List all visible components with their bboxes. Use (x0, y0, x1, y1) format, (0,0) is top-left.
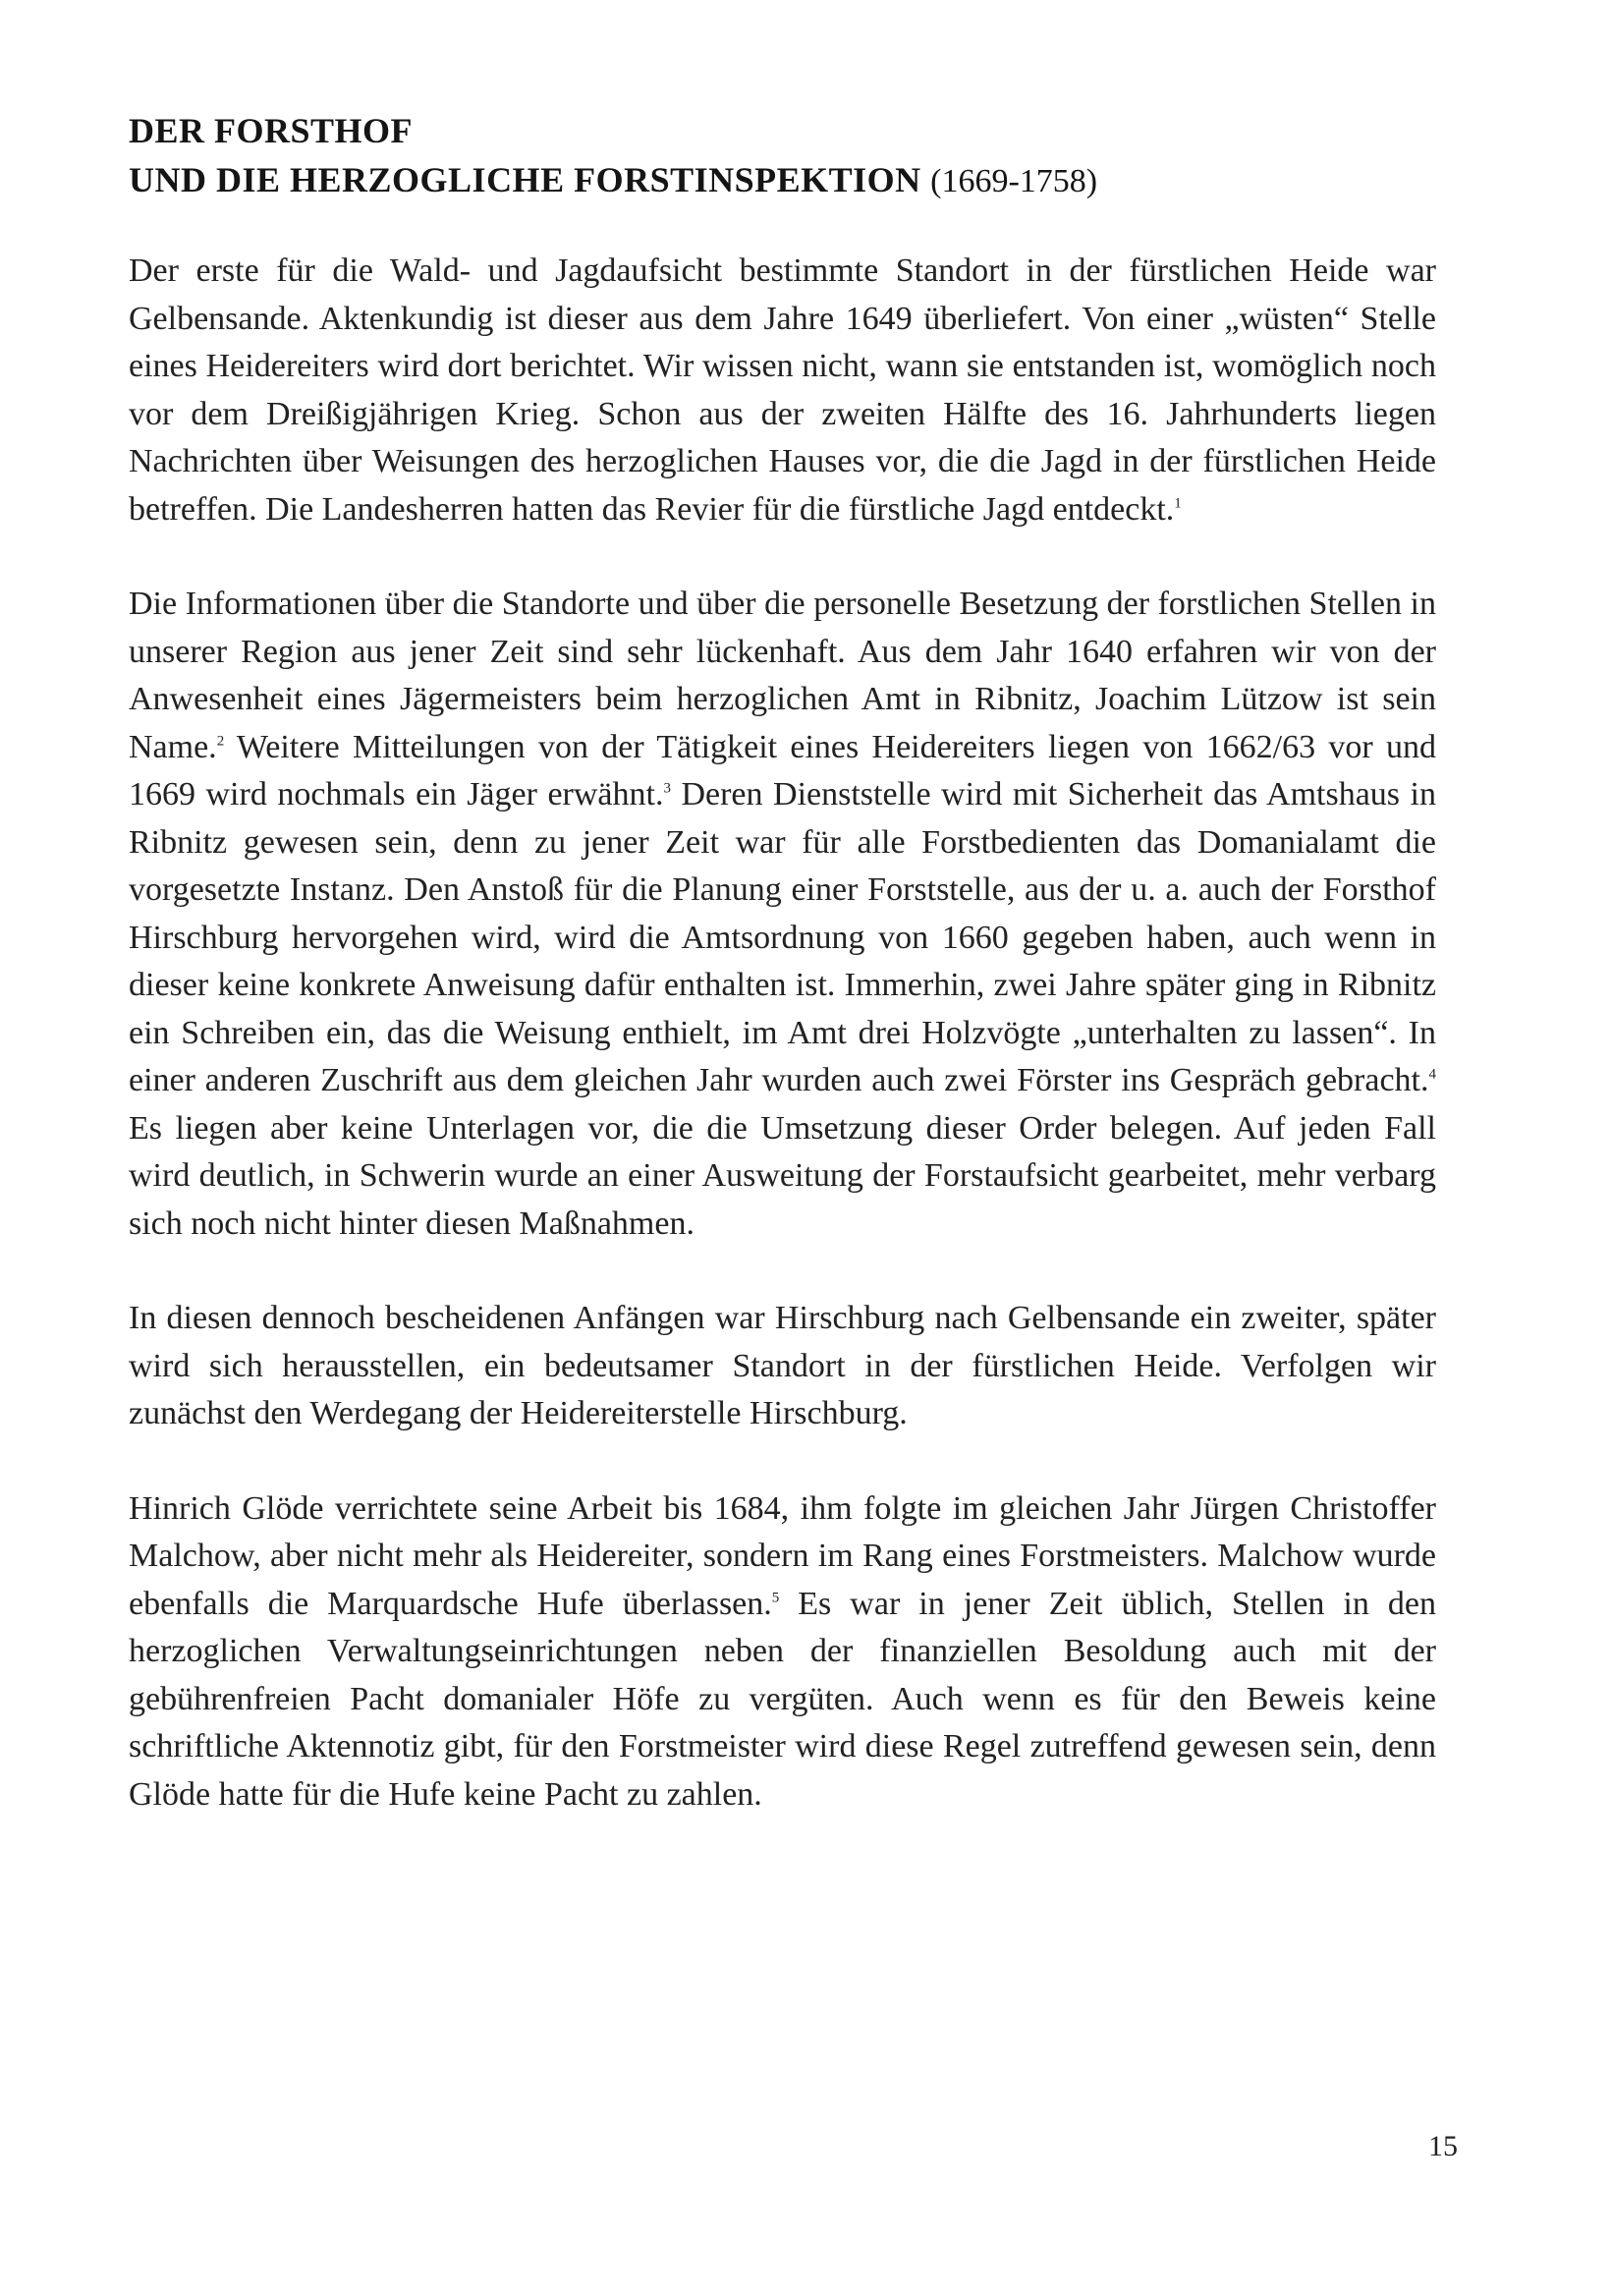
paragraph-text: Weitere Mitteilungen von der Tätigkeit eines Heidereiters liegen von 1662/63 vor und 1669 wird nochmals ein Jäger erwähnt. (129, 728, 1436, 812)
paragraph-text: Der erste für die Wald- und Jagdaufsicht bestimmte Standort in der fürstlichen Heide war Gelbensande. Aktenkundig ist dieser aus dem Jahre 1649 überliefert. Von einer „wüsten“ Stelle eines Heidereiters wird dort berichtet. Wir wissen nicht, wann sie entstanden ist, womöglich noch vor dem Dreißigjährigen Krieg. Schon aus der zweiten Hälfte des 16. Jahrhunderts liegen Nachrichten über Weisungen des herzoglichen Hauses vor, die die Jagd in der fürstlichen Heide betreffen. Die Landesherren hatten das Revier für die fürstliche Jagd entdeckt. (129, 252, 1436, 528)
paragraph-2 (129, 581, 1436, 1248)
paragraph-text: In diesen dennoch bescheidenen Anfängen war Hirschburg nach Gelbensande ein zweiter, später wird sich herausstellen, ein bedeutsamer Standort in der fürstlichen Heide. Verfolgen wir zunächst den Werdegang der Heidereiterstelle Hirschburg. (129, 1300, 1436, 1431)
paragraph-text: Es liegen aber keine Unterlagen vor, die die Umsetzung dieser Order belegen. Auf jeden Fall wird deutlich, in Schwerin wurde an einer Ausweitung der Forstaufsicht gearbeitet, mehr verbarg sich noch nicht hinter diesen Maßnahmen. (129, 1109, 1436, 1242)
paragraph-1 (129, 248, 1436, 533)
heading-line-2 (129, 155, 1445, 206)
heading-line-1: DER FORSTHOF (129, 111, 414, 150)
heading-dates: (1669-1758) (930, 163, 1098, 199)
paragraph-text: Deren Dienststelle wird mit Sicherheit das Amtshaus in Ribnitz gewesen sein, denn zu jener Zeit war für alle Forstbedienten das Domanialamt die vorgesetzte Instanz. Den Anstoß für die Planung einer Forststelle, aus der u. a. auch der Forsthof Hirschburg hervorgehen wird, wird die Amtsordnung von 1660 gegeben haben, auch wenn in dieser keine konkrete Anweisung dafür enthalten ist. Immerhin, zwei Jahre später ging in Ribnitz ein Schreiben ein, das die Weisung enthielt, im Amt drei Holzvögte „unterhalten zu lassen“. In einer anderen Zuschrift aus dem gleichen Jahr wurden auch zwei Förster ins Gespräch gebracht. (129, 776, 1436, 1098)
footnote-marker: 3 (663, 780, 671, 797)
footnote-marker: 5 (771, 1590, 780, 1606)
heading-line-2-text: UND DIE HERZOGLICHE FORSTINSPEKTION (129, 160, 921, 199)
paragraph-text: Die Informationen über die Standorte und über die personelle Besetzung der forstlichen Stellen in unserer Region aus jener Zeit sind sehr lückenhaft. Aus dem Jahr 1640 erfahren wir von der Anwesenheit eines Jägermeisters beim herzoglichen Amt in Ribnitz, Joachim Lützow ist sein Name. (129, 586, 1436, 765)
footnote-marker: 4 (1428, 1066, 1436, 1083)
paragraph-3 (129, 1295, 1436, 1438)
footnote-marker: 1 (1174, 495, 1182, 512)
footnote-marker: 2 (216, 733, 225, 750)
paragraph-text: Es war in jener Zeit üblich, Stellen in den herzoglichen Verwaltungseinrichtungen neben der finanziellen Besoldung auch mit der gebührenfreien Pacht domanialer Höfe zu vergüten. Auch wenn es für den Beweis keine schriftliche Aktennotiz gibt, für den Forstmeister wird diese Regel zutreffend gewesen sein, denn Glöde hatte für die Hufe keine Pacht zu zahlen. (129, 1585, 1436, 1813)
chapter-heading (129, 106, 1445, 206)
paragraph-text: Hinrich Glöde verrichtete seine Arbeit bis 1684, ihm folgte im gleichen Jahr Jürgen Christoffer Malchow, aber nicht mehr als Heidereiter, sondern im Rang eines Forstmeisters. Malchow wurde ebenfalls die Marquardsche Hufe überlassen. (129, 1489, 1436, 1622)
page-number: 15 (1428, 2130, 1458, 2162)
body-text (129, 248, 1436, 1866)
paragraph-4 (129, 1485, 1436, 1820)
